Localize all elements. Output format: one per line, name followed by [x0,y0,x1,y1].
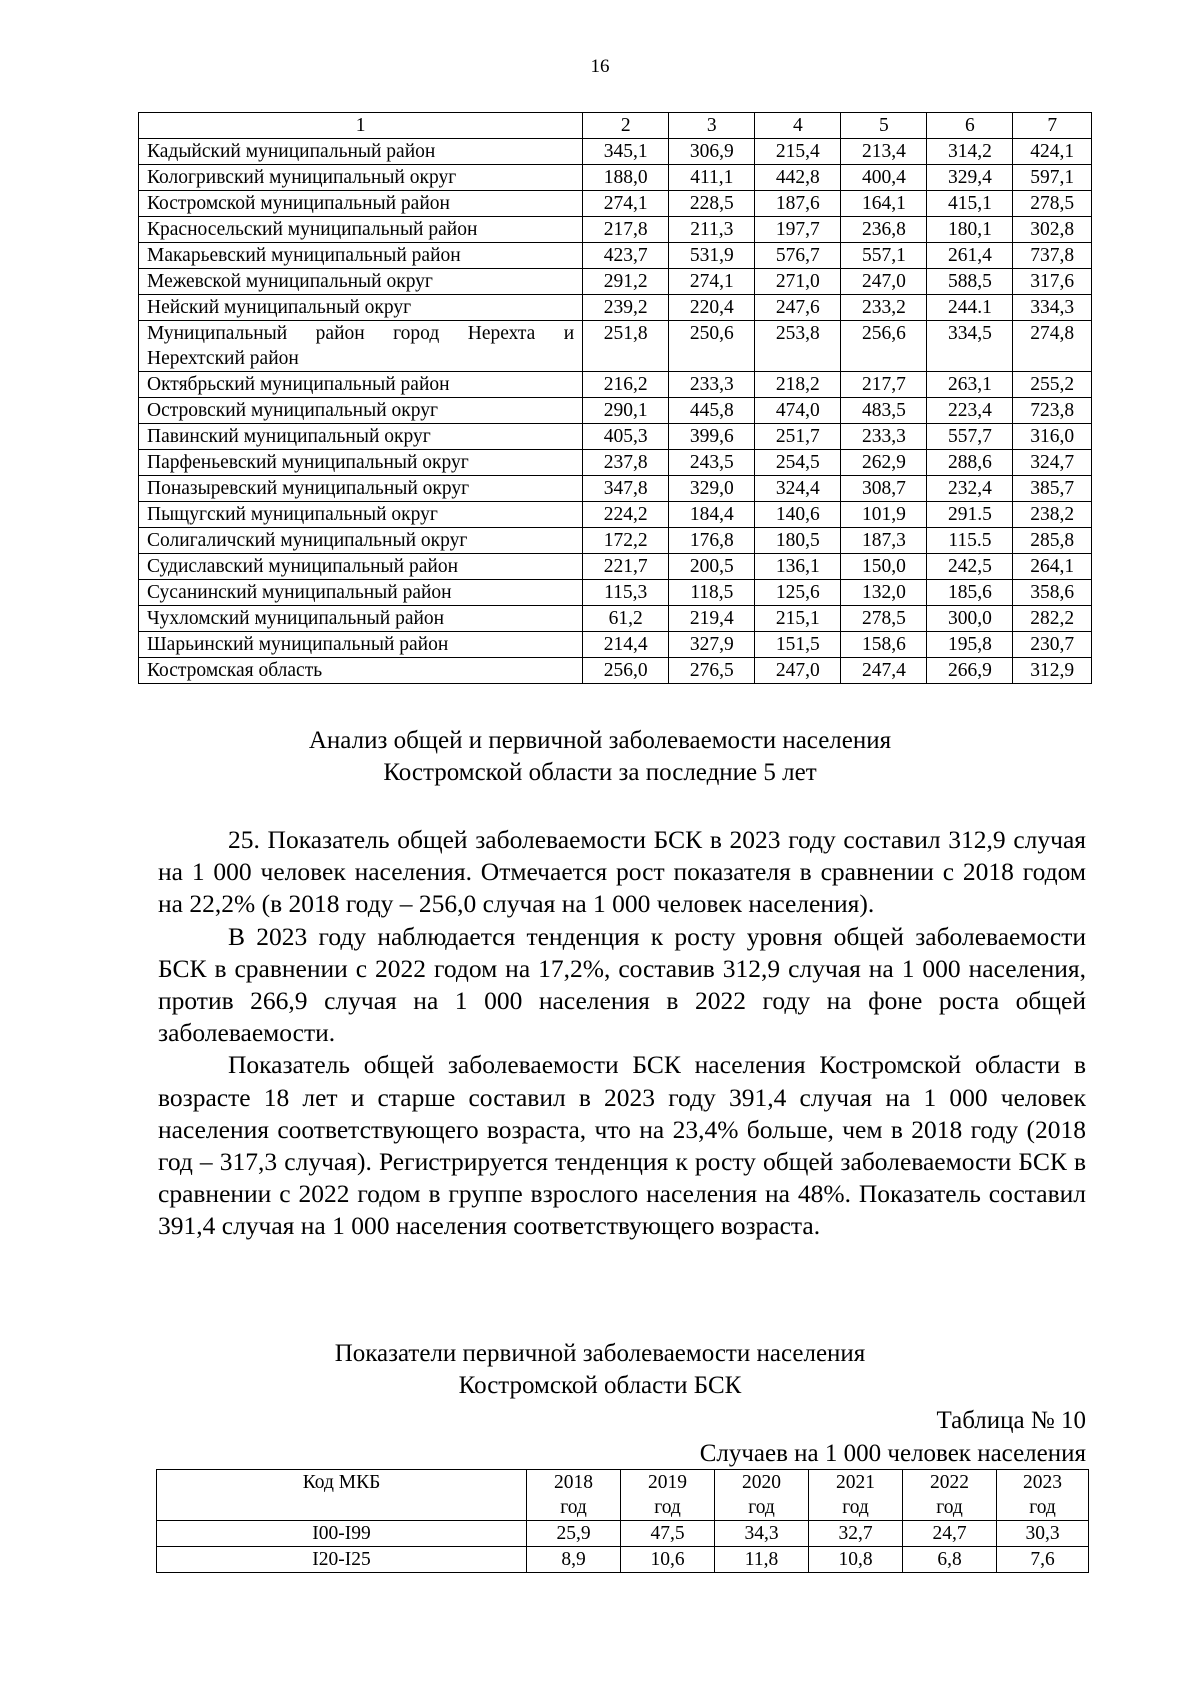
district-name: Островский муниципальный округ [139,398,583,424]
value-cell: 61,2 [583,606,669,632]
value-cell: 474,0 [755,398,841,424]
value-cell: 531,9 [669,243,755,269]
section-heading-line: Анализ общей и первичной заболеваемости населения [308,727,892,754]
value-cell: 263,1 [927,372,1013,398]
icd-code: I20-I25 [157,1547,527,1573]
value-cell: 312,9 [1013,658,1092,684]
analysis-text [158,824,1086,1243]
value-cell: 576,7 [755,243,841,269]
value-cell: 220,4 [669,295,755,321]
value-cell: 150,0 [841,554,927,580]
district-name: Октябрьский муниципальный район [139,372,583,398]
column-header: 5 [841,113,927,139]
value-cell: 251,7 [755,424,841,450]
table2-heading-line: Показатели первичной заболеваемости населения [334,1340,866,1367]
value-cell: 215,4 [755,139,841,165]
table-units: Случаев на 1 000 человек населения [699,1440,1086,1467]
district-name: Муниципальный район город Нерехта и Нерехтский район [139,321,583,372]
value-cell: 7,6 [997,1547,1089,1573]
table-row [139,139,1092,165]
primary-incidence-table [156,1469,1089,1573]
table-header-row [139,113,1092,139]
value-cell: 597,1 [1013,165,1092,191]
value-cell: 253,8 [755,321,841,372]
value-cell: 264,1 [1013,554,1092,580]
value-cell: 185,6 [927,580,1013,606]
table-row [139,528,1092,554]
value-cell: 445,8 [669,398,755,424]
table-header-row [157,1470,1089,1521]
table-row [157,1521,1089,1547]
value-cell: 334,5 [927,321,1013,372]
value-cell: 232,4 [927,476,1013,502]
value-cell: 327,9 [669,632,755,658]
value-cell: 211,3 [669,217,755,243]
section-heading [0,725,1200,789]
value-cell: 282,2 [1013,606,1092,632]
value-cell: 176,8 [669,528,755,554]
value-cell: 200,5 [669,554,755,580]
column-header-year: 2019 год [621,1470,715,1521]
value-cell: 278,5 [1013,191,1092,217]
table-row [139,191,1092,217]
value-cell: 140,6 [755,502,841,528]
value-cell: 256,6 [841,321,927,372]
table-row [139,554,1092,580]
district-name: Красносельский муниципальный район [139,217,583,243]
value-cell: 285,8 [1013,528,1092,554]
value-cell: 405,3 [583,424,669,450]
value-cell: 271,0 [755,269,841,295]
table-row [139,398,1092,424]
value-cell: 261,4 [927,243,1013,269]
value-cell: 247,4 [841,658,927,684]
value-cell: 132,0 [841,580,927,606]
column-header: 4 [755,113,841,139]
value-cell: 223,4 [927,398,1013,424]
value-cell: 215,1 [755,606,841,632]
value-cell: 238,2 [1013,502,1092,528]
section-heading-line: Костромской области за последние 5 лет [383,759,817,786]
column-header: 3 [669,113,755,139]
district-name: Кадыйский муниципальный район [139,139,583,165]
table-row [139,424,1092,450]
value-cell: 115,3 [583,580,669,606]
value-cell: 8,9 [527,1547,621,1573]
district-name: Шарьинский муниципальный район [139,632,583,658]
table-row [139,632,1092,658]
value-cell: 25,9 [527,1521,621,1547]
value-cell: 233,3 [841,424,927,450]
table-number: Таблица № 10 [936,1407,1086,1434]
district-name: Павинский муниципальный округ [139,424,583,450]
value-cell: 442,8 [755,165,841,191]
value-cell: 217,8 [583,217,669,243]
value-cell: 290,1 [583,398,669,424]
table-row [139,372,1092,398]
value-cell: 262,9 [841,450,927,476]
district-name: Костромская область [139,658,583,684]
paragraph: 25. Показатель общей заболеваемости БСК в 2023 году составил 312,9 случая на 1 000 человек населения. Отмечается рост показателя в сравнении с 2018 годом на 22,2% (в 2018 году – 256,0 случая на 1 000 человек населения). [158,825,1086,919]
value-cell: 250,6 [669,321,755,372]
column-header-year: 2018 год [527,1470,621,1521]
district-name: Межевской муниципальный округ [139,269,583,295]
page-number: 16 [590,56,610,77]
value-cell: 306,9 [669,139,755,165]
value-cell: 274,1 [583,191,669,217]
district-name: Чухломский муниципальный район [139,606,583,632]
value-cell: 424,1 [1013,139,1092,165]
paragraph: В 2023 году наблюдается тенденция к росту уровня общей заболеваемости БСК в сравнении с 2022 годом на 17,2%, составив 312,9 случая на 1 000 населения, против 266,9 случая на 1 000 населения в 2022 году на фоне роста общей заболеваемости. [158,921,1086,1048]
value-cell: 288,6 [927,450,1013,476]
value-cell: 217,7 [841,372,927,398]
value-cell: 195,8 [927,632,1013,658]
value-cell: 400,4 [841,165,927,191]
table-row [157,1547,1089,1573]
table-row [139,606,1092,632]
value-cell: 345,1 [583,139,669,165]
table-row [139,580,1092,606]
value-cell: 172,2 [583,528,669,554]
table2-heading-line: Костромской области БСК [458,1372,742,1399]
value-cell: 47,5 [621,1521,715,1547]
value-cell: 237,8 [583,450,669,476]
value-cell: 125,6 [755,580,841,606]
value-cell: 115.5 [927,528,1013,554]
table-row [139,502,1092,528]
value-cell: 557,7 [927,424,1013,450]
value-cell: 24,7 [903,1521,997,1547]
value-cell: 308,7 [841,476,927,502]
column-header: 1 [139,113,583,139]
table-row [139,450,1092,476]
incidence-by-district-table [138,112,1092,684]
value-cell: 255,2 [1013,372,1092,398]
value-cell: 11,8 [715,1547,809,1573]
value-cell: 233,2 [841,295,927,321]
value-cell: 233,3 [669,372,755,398]
value-cell: 158,6 [841,632,927,658]
value-cell: 244.1 [927,295,1013,321]
value-cell: 216,2 [583,372,669,398]
value-cell: 187,6 [755,191,841,217]
district-name: Макарьевский муниципальный район [139,243,583,269]
value-cell: 101,9 [841,502,927,528]
column-header-year: 2020 год [715,1470,809,1521]
value-cell: 187,3 [841,528,927,554]
value-cell: 329,0 [669,476,755,502]
value-cell: 251,8 [583,321,669,372]
district-name: Костромской муниципальный район [139,191,583,217]
value-cell: 385,7 [1013,476,1092,502]
value-cell: 242,5 [927,554,1013,580]
value-cell: 228,5 [669,191,755,217]
paragraph: Показатель общей заболеваемости БСК населения Костромской области в возрасте 18 лет и старше составил в 2023 году 391,4 случая на 1 000 человек населения соответствующего возраста, что на 23,4% больше, чем в 2018 году (2018 год – 317,3 случая). Регистрируется тенденция к росту общей заболеваемости БСК в сравнении с 2022 годом в группе взрослого населения на 48%. Показатель составил 391,4 случая на 1 000 населения соответствующего возраста. [158,1050,1086,1241]
value-cell: 247,6 [755,295,841,321]
value-cell: 278,5 [841,606,927,632]
value-cell: 723,8 [1013,398,1092,424]
table-row [139,269,1092,295]
value-cell: 230,7 [1013,632,1092,658]
value-cell: 329,4 [927,165,1013,191]
value-cell: 218,2 [755,372,841,398]
value-cell: 399,6 [669,424,755,450]
value-cell: 219,4 [669,606,755,632]
value-cell: 247,0 [841,269,927,295]
column-header-year: 2022 год [903,1470,997,1521]
value-cell: 236,8 [841,217,927,243]
district-name: Пыщугский муниципальный округ [139,502,583,528]
value-cell: 557,1 [841,243,927,269]
value-cell: 6,8 [903,1547,997,1573]
column-header: 6 [927,113,1013,139]
district-name: Сусанинский муниципальный район [139,580,583,606]
value-cell: 221,7 [583,554,669,580]
value-cell: 118,5 [669,580,755,606]
value-cell: 213,4 [841,139,927,165]
value-cell: 291,2 [583,269,669,295]
value-cell: 188,0 [583,165,669,191]
value-cell: 316,0 [1013,424,1092,450]
icd-code: I00-I99 [157,1521,527,1547]
table-row [139,476,1092,502]
district-name: Парфеньевский муниципальный округ [139,450,583,476]
value-cell: 274,1 [669,269,755,295]
column-header-year: 2023 год [997,1470,1089,1521]
value-cell: 358,6 [1013,580,1092,606]
value-cell: 256,0 [583,658,669,684]
value-cell: 274,8 [1013,321,1092,372]
column-header-year: 2021 год [809,1470,903,1521]
value-cell: 302,8 [1013,217,1092,243]
value-cell: 247,0 [755,658,841,684]
value-cell: 334,3 [1013,295,1092,321]
district-name: Поназыревский муниципальный округ [139,476,583,502]
table-row [139,217,1092,243]
value-cell: 347,8 [583,476,669,502]
value-cell: 415,1 [927,191,1013,217]
district-name: Нейский муниципальный округ [139,295,583,321]
column-header: 7 [1013,113,1092,139]
table-row [139,295,1092,321]
value-cell: 30,3 [997,1521,1089,1547]
value-cell: 483,5 [841,398,927,424]
value-cell: 239,2 [583,295,669,321]
value-cell: 324,7 [1013,450,1092,476]
table-row [139,321,1092,372]
district-name: Солигаличский муниципальный округ [139,528,583,554]
value-cell: 180,1 [927,217,1013,243]
value-cell: 214,4 [583,632,669,658]
value-cell: 164,1 [841,191,927,217]
value-cell: 588,5 [927,269,1013,295]
value-cell: 266,9 [927,658,1013,684]
value-cell: 136,1 [755,554,841,580]
value-cell: 224,2 [583,502,669,528]
value-cell: 300,0 [927,606,1013,632]
district-name: Судиславский муниципальный район [139,554,583,580]
value-cell: 737,8 [1013,243,1092,269]
value-cell: 180,5 [755,528,841,554]
value-cell: 243,5 [669,450,755,476]
value-cell: 197,7 [755,217,841,243]
value-cell: 254,5 [755,450,841,476]
value-cell: 291.5 [927,502,1013,528]
value-cell: 10,6 [621,1547,715,1573]
value-cell: 314,2 [927,139,1013,165]
value-cell: 411,1 [669,165,755,191]
table-row [139,658,1092,684]
column-header: 2 [583,113,669,139]
value-cell: 34,3 [715,1521,809,1547]
value-cell: 324,4 [755,476,841,502]
value-cell: 184,4 [669,502,755,528]
table2-heading [0,1338,1200,1402]
value-cell: 151,5 [755,632,841,658]
column-header-code: Код МКБ [157,1470,527,1521]
value-cell: 423,7 [583,243,669,269]
value-cell: 276,5 [669,658,755,684]
table-row [139,243,1092,269]
table-row [139,165,1092,191]
district-name: Кологривский муниципальный округ [139,165,583,191]
value-cell: 10,8 [809,1547,903,1573]
value-cell: 32,7 [809,1521,903,1547]
value-cell: 317,6 [1013,269,1092,295]
